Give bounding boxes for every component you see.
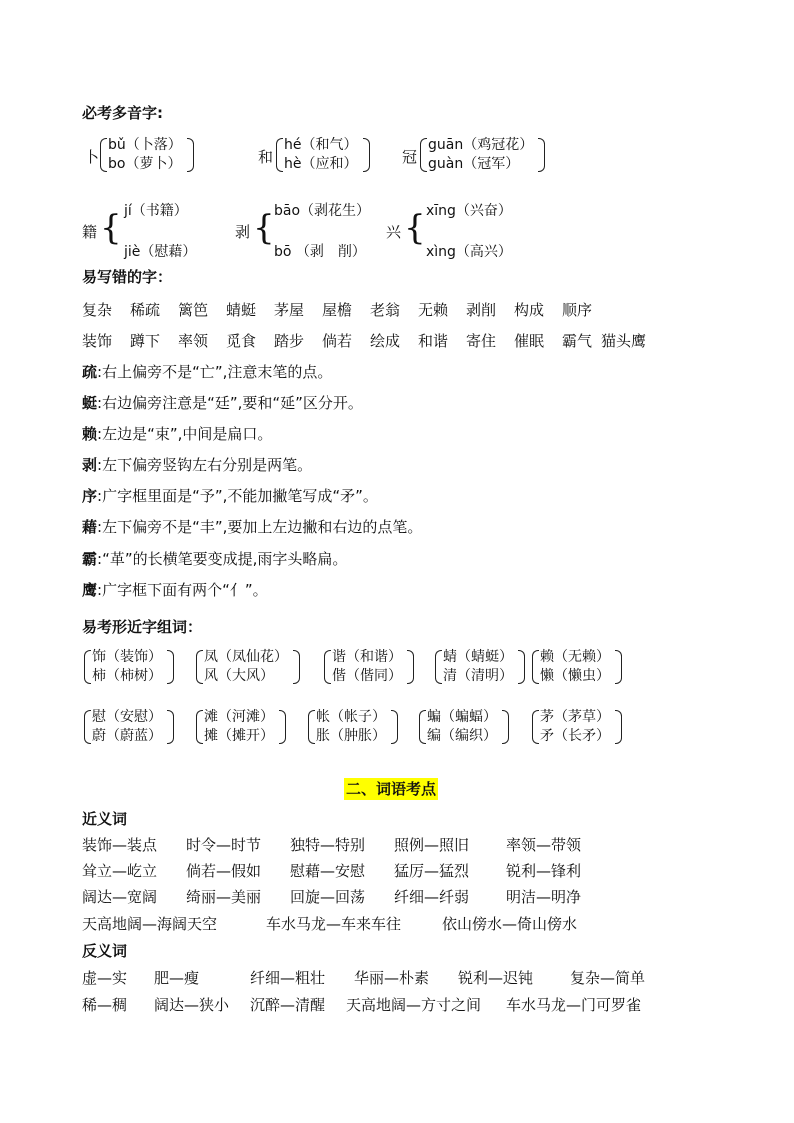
poly-reading: jí（书籍） (124, 203, 188, 219)
poly-reading: hè（应和） (284, 156, 358, 172)
similar-word: 赖（无赖） (540, 649, 610, 665)
word: 倘若 (322, 332, 353, 350)
right-brace (293, 650, 300, 684)
similar-word: 编（编织） (427, 728, 497, 744)
left-brace (532, 710, 539, 744)
word: 篱笆 (178, 301, 209, 319)
reading-bracket-group (420, 136, 533, 174)
word-pair: 绮丽—美丽 (186, 888, 262, 906)
left-brace (196, 650, 203, 684)
poly-reading: bō （剥 削） (274, 244, 366, 260)
similar-word: 谐（和谐） (332, 649, 402, 665)
left-brace (324, 650, 331, 684)
note-text: :左下偏旁竖钩左右分别是两笔。 (97, 456, 313, 474)
similar-word: 滩（河滩） (204, 709, 274, 725)
similar-heading: 易考形近字组词： (82, 618, 203, 636)
right-brace (391, 710, 398, 744)
word: 稀疏 (130, 301, 161, 319)
right-brace (538, 138, 545, 172)
word: 老翁 (370, 301, 401, 319)
similar-word: 柿（柿树） (92, 668, 162, 684)
poly-char: 卜 (84, 148, 100, 166)
word-pair: 猛厉—猛烈 (394, 862, 470, 880)
word-list-line-1 (82, 299, 592, 320)
note-line (82, 579, 268, 600)
note-text: :右上偏旁不是“亡”,注意末笔的点。 (97, 363, 333, 381)
similar-pair (196, 648, 288, 686)
word: 蹲下 (130, 332, 161, 350)
left-brace (532, 650, 539, 684)
word-pair: 纤细—粗壮 (250, 969, 326, 987)
synonym-line (82, 913, 577, 934)
similar-pair (84, 708, 162, 746)
word-pair: 复杂—简单 (570, 969, 646, 987)
polyphonic-heading: 必考多音字: (82, 104, 163, 122)
note-char: 鹰 (82, 581, 98, 599)
antonym-line (82, 967, 645, 988)
poly-char: 和 (258, 148, 274, 166)
word-pair: 时令—时节 (186, 836, 262, 854)
note-char: 赖 (82, 425, 98, 443)
word: 和谐 (418, 332, 449, 350)
word-pair: 依山傍水—倚山傍水 (442, 915, 578, 933)
word: 寄住 (466, 332, 497, 350)
left-brace (435, 650, 442, 684)
large-brace: { (253, 208, 275, 248)
synonym-line (82, 834, 581, 855)
note-line (82, 423, 272, 444)
word: 猫头鹰 (601, 332, 647, 350)
similar-word: 茅（茅草） (540, 709, 610, 725)
poly-reading: bǔ（卜落） (108, 137, 182, 153)
poly-reading: jiè（慰藉） (124, 244, 197, 260)
word-pair: 阔达—狭小 (154, 996, 230, 1014)
word-pair: 车水马龙—门可罗雀 (506, 996, 642, 1014)
word: 蜻蜓 (226, 301, 257, 319)
note-char: 剥 (82, 456, 98, 474)
right-brace (187, 138, 194, 172)
similar-word: 胀（肿胀） (316, 728, 386, 744)
poly-char: 冠 (402, 148, 418, 166)
word-pair: 倘若—假如 (186, 862, 262, 880)
word: 催眠 (514, 332, 545, 350)
note-text: :广字框里面是“予”,不能加撇笔写成“矛”。 (97, 487, 378, 505)
poly-reading: xìng（高兴） (426, 244, 512, 260)
note-line (82, 361, 332, 382)
word: 率领 (178, 332, 209, 350)
right-brace (407, 650, 414, 684)
similar-word: 蔚（蔚蓝） (92, 728, 162, 744)
note-line (82, 454, 312, 475)
antonym-line (82, 994, 641, 1015)
right-brace (615, 650, 622, 684)
word-list-line-2 (82, 330, 646, 351)
word: 觅食 (226, 332, 257, 350)
reading-bracket-group (100, 136, 182, 174)
note-line (82, 392, 363, 413)
poly-char: 籍 (82, 223, 98, 241)
poly-reading: bo（萝卜） (108, 156, 182, 172)
left-brace (419, 710, 426, 744)
poly-char: 剥 (235, 223, 251, 241)
similar-pair (308, 708, 386, 746)
right-brace (502, 710, 509, 744)
word-pair: 稀—稠 (82, 996, 128, 1014)
word: 踏步 (274, 332, 305, 350)
section-title: 二、词语考点 (346, 780, 437, 798)
left-brace (84, 650, 91, 684)
right-brace (279, 710, 286, 744)
left-brace (420, 138, 427, 172)
right-brace (167, 710, 174, 744)
antonyms-heading: 反义词 (82, 942, 128, 960)
left-brace (196, 710, 203, 744)
poly-reading: xīng（兴奋） (426, 203, 512, 219)
left-brace (308, 710, 315, 744)
similar-word: 蝙（蝙蝠） (427, 709, 497, 725)
word: 顺序 (562, 301, 593, 319)
note-text: :左边是“束”,中间是扁口。 (97, 425, 273, 443)
similar-pair (435, 648, 513, 686)
note-line (82, 548, 347, 569)
similar-word: 凤（凤仙花） (204, 649, 288, 665)
word-pair: 装饰—装点 (82, 836, 158, 854)
similar-pair (532, 648, 610, 686)
similar-word: 饰（装饰） (92, 649, 162, 665)
word: 构成 (514, 301, 545, 319)
note-char: 霸 (82, 550, 98, 568)
word-pair: 独特—特别 (290, 836, 366, 854)
similar-word: 风（大风） (204, 668, 274, 684)
similar-pair (84, 648, 162, 686)
word-pair: 耸立—屹立 (82, 862, 158, 880)
word: 霸气 (562, 332, 593, 350)
similar-pair (324, 648, 402, 686)
right-brace (167, 650, 174, 684)
left-brace (276, 138, 283, 172)
note-char: 序 (82, 487, 98, 505)
large-brace: { (404, 208, 426, 248)
word-pair: 照例—照旧 (394, 836, 470, 854)
note-char: 蜓 (82, 394, 98, 412)
reading-bracket-group (276, 136, 358, 174)
word-pair: 虚—实 (82, 969, 128, 987)
word-pair: 车水马龙—车来车往 (266, 915, 402, 933)
right-brace (518, 650, 525, 684)
word-pair: 华丽—朴素 (354, 969, 430, 987)
word: 剥削 (466, 301, 497, 319)
synonym-line (82, 886, 581, 907)
word-pair: 锐利—锋利 (506, 862, 582, 880)
poly-reading: guān（鸡冠花） (428, 137, 534, 153)
similar-word: 蜻（蜻蜓） (443, 649, 513, 665)
word-pair: 天高地阔—方寸之间 (346, 996, 482, 1014)
right-brace (363, 138, 370, 172)
note-line (82, 485, 378, 506)
poly-reading: bāo（剥花生） (274, 203, 371, 219)
poly-reading: hé（和气） (284, 137, 358, 153)
similar-word: 清（清明） (443, 668, 513, 684)
similar-pair (532, 708, 610, 746)
synonym-line (82, 860, 581, 881)
poly-reading: guàn（冠军） (428, 156, 520, 172)
similar-word: 矛（长矛） (540, 728, 610, 744)
note-text: :“革”的长横笔要变成提,雨字头略扁。 (97, 550, 348, 568)
note-text: :右边偏旁注意是“廷”,要和“延”区分开。 (97, 394, 363, 412)
word-pair: 回旋—回荡 (290, 888, 366, 906)
word-pair: 天高地阔—海阔天空 (82, 915, 218, 933)
word-pair: 沉醉—清醒 (250, 996, 326, 1014)
note-char: 疏 (82, 363, 98, 381)
note-text: :广字框下面有两个“亻”。 (97, 581, 268, 599)
word: 复杂 (82, 301, 113, 319)
similar-word: 帐（帐子） (316, 709, 386, 725)
word-pair: 纤细—纤弱 (394, 888, 470, 906)
word: 茅屋 (274, 301, 305, 319)
word: 屋檐 (322, 301, 353, 319)
similar-pair (419, 708, 497, 746)
left-brace (84, 710, 91, 744)
word: 无赖 (418, 301, 449, 319)
misspelled-heading: 易写错的字： (82, 268, 173, 286)
word: 装饰 (82, 332, 113, 350)
similar-word: 懒（懒虫） (540, 668, 610, 684)
similar-word: 慰（安慰） (92, 709, 162, 725)
note-text: :左下偏旁不是“丰”,要加上左边撇和右边的点笔。 (97, 518, 423, 536)
note-char: 藉 (82, 518, 98, 536)
word-pair: 明洁—明净 (506, 888, 582, 906)
similar-word: 偕（偕同） (332, 668, 402, 684)
word-pair: 阔达—宽阔 (82, 888, 158, 906)
word: 绘成 (370, 332, 401, 350)
similar-pair (196, 708, 274, 746)
word-pair: 慰藉—安慰 (290, 862, 366, 880)
word-pair: 肥—瘦 (154, 969, 200, 987)
large-brace: { (100, 208, 122, 248)
similar-word: 摊（摊开） (204, 728, 274, 744)
poly-char: 兴 (386, 223, 402, 241)
word-pair: 率领—带领 (506, 836, 582, 854)
note-line (82, 516, 422, 537)
synonyms-heading: 近义词 (82, 810, 128, 828)
right-brace (615, 710, 622, 744)
left-brace (100, 138, 107, 172)
word-pair: 锐利—迟钝 (458, 969, 534, 987)
